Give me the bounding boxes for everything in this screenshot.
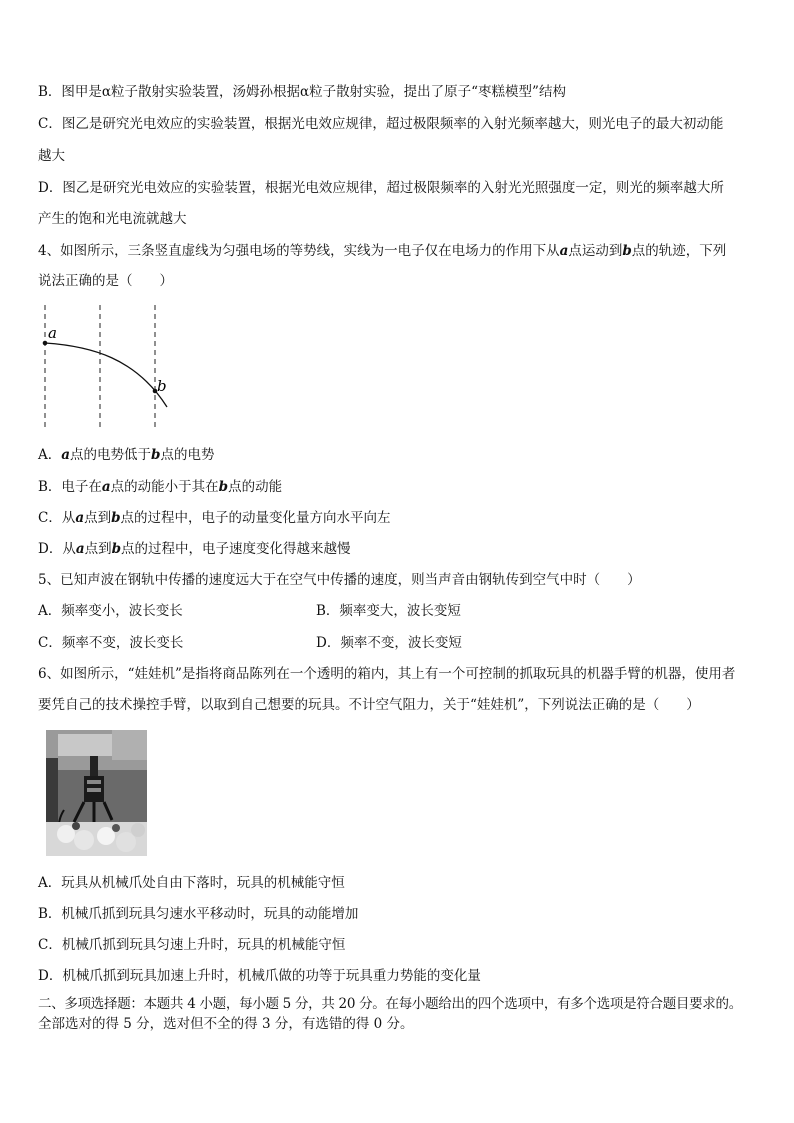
symbol-a: a [75, 541, 85, 557]
q6-option-A: A．玩具从机械爪处自由下落时，玩具的机械能守恒 [38, 875, 345, 891]
line-3C-2: 越大 [38, 148, 65, 164]
question-6-line-2: 要凭自己的技术操控手臂，以取到自己想要的玩具。不计空气阻力，关于“娃娃机”，下列说法正确的是（ ） [38, 697, 700, 713]
line-3D-2: 产生的饱和光电流就越大 [38, 211, 187, 227]
q4-text: 点运动到 [568, 243, 623, 259]
q4-option-D: D．从a点到b点的过程中，电子速度变化得越来越慢 [38, 541, 351, 557]
q5-option-D: D．频率不变，波长变短 [316, 635, 462, 651]
q4-text: 4、如图所示，三条竖直虚线为匀强电场的等势线，实线为一电子仅在电场力的作用下从 [38, 243, 560, 259]
section-2-heading-1: 二、多项选择题：本题共 4 小题，每小题 5 分，共 20 分。在每小题给出的四个选项中，有多个选项是符合题目要求的。 [38, 996, 742, 1012]
symbol-a: a [101, 479, 111, 495]
q4-text: 点的轨迹，下列 [631, 243, 727, 259]
label-a: a [48, 324, 57, 342]
symbol-b: b [111, 510, 121, 526]
question-5: 5、已知声波在钢轨中传播的速度远大于在空气中传播的速度，则当声音由钢轨传到空气中时（ ） [38, 572, 641, 588]
question-6-line-1: 6、如图所示，“娃娃机”是指将商品陈列在一个透明的箱内，其上有一个可控制的抓取玩具的机器手臂的机器，使用者 [38, 666, 736, 682]
q4-option-A: A．a点的电势低于b点的电势 [38, 447, 215, 463]
symbol-a: a [75, 510, 85, 526]
question-4-line-2: 说法正确的是（ ） [38, 273, 173, 289]
q6-option-C: C．机械爪抓到玩具匀速上升时，玩具的机械能守恒 [38, 937, 346, 953]
q6-option-D: D．机械爪抓到玩具加速上升时，机械爪做的功等于玩具重力势能的变化量 [38, 968, 481, 984]
section-2-heading-2: 全部选对的得 5 分，选对但不全的得 3 分，有选错的得 0 分。 [38, 1016, 414, 1032]
symbol-b: b [218, 479, 229, 495]
q6-option-B: B．机械爪抓到玩具匀速水平移动时，玩具的动能增加 [38, 906, 359, 922]
question-4-line-1 [38, 243, 726, 259]
label-b: b [157, 377, 167, 395]
q4-option-B: B．电子在a点的动能小于其在b点的动能 [38, 479, 283, 495]
symbol-a: a [61, 447, 70, 463]
line-3C-1: C．图乙是研究光电效应的实验装置，根据光电效应规律，超过极限频率的入射光频率越大，则光电子的最大初动能 [38, 116, 724, 132]
q5-option-A: A．频率变小，波长变长 [38, 603, 183, 619]
q5-option-B: B．频率变大，波长变短 [316, 603, 461, 619]
symbol-b: b [622, 243, 632, 259]
q5-option-C: C．频率不变，波长变长 [38, 635, 184, 651]
q4-option-C: C．从a点到b点的过程中，电子的动量变化量方向水平向左 [38, 510, 391, 526]
symbol-a: a [559, 243, 569, 259]
electron-trajectory [45, 343, 167, 407]
symbol-b: b [111, 541, 122, 557]
line-3B: B．图甲是α粒子散射实验装置，汤姆孙根据α粒子散射实验，提出了原子“枣糕模型”结构 [38, 84, 566, 100]
claw-machine-photo [46, 730, 147, 856]
line-3D-1: D．图乙是研究光电效应的实验装置，根据光电效应规律，超过极限频率的入射光光照强度一定，则光的频率越大所 [38, 180, 724, 196]
point-a [43, 341, 48, 346]
equipotential-diagram [36, 300, 176, 435]
symbol-b: b [151, 447, 161, 463]
